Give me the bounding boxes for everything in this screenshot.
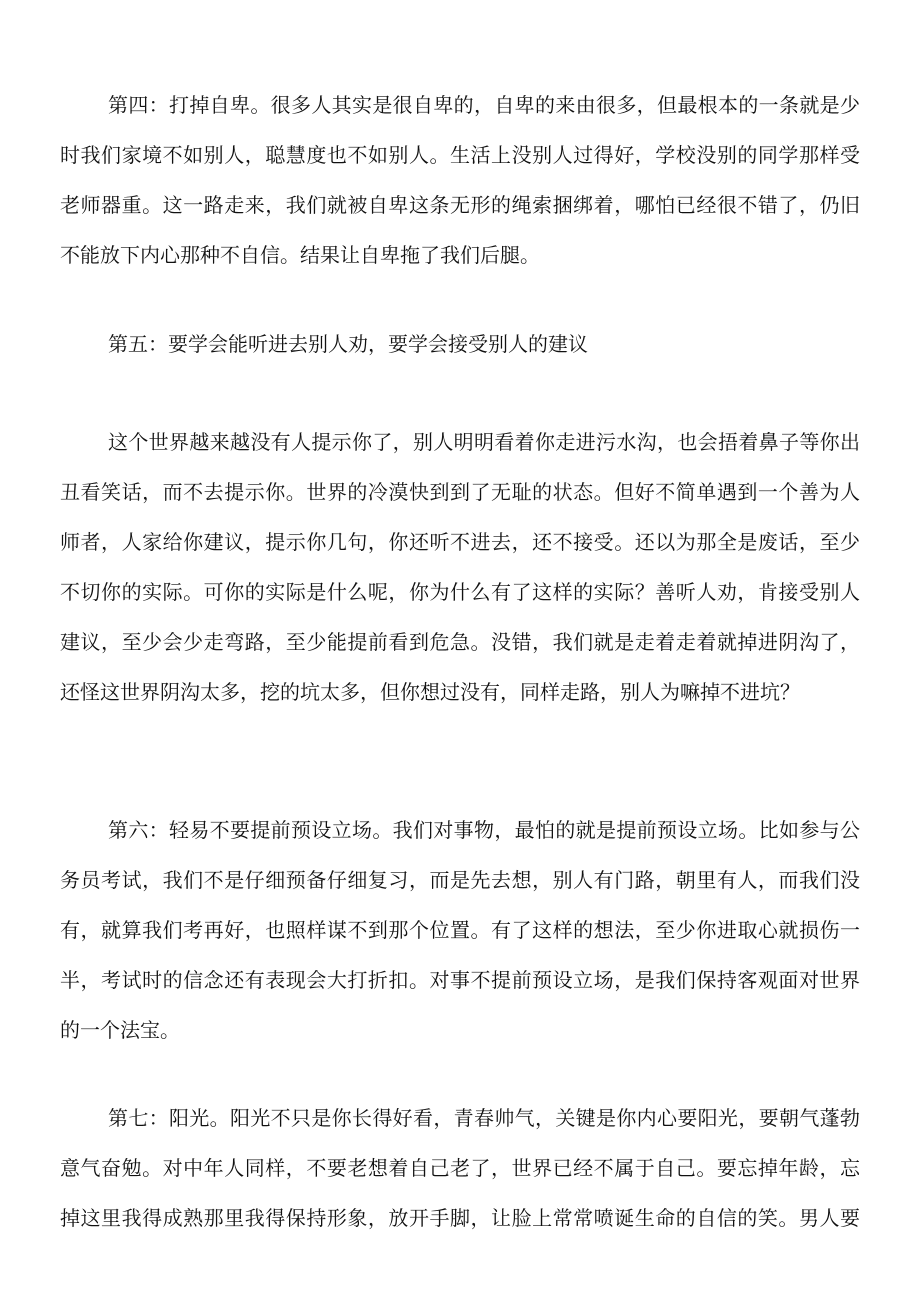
text-line: 掉这里我得成熟那里我得保持形象，放开手脚，让脸上常常喷诞生命的自信的笑。男人要: [60, 1206, 860, 1230]
text-line: 时我们家境不如别人，聪慧度也不如别人。生活上没别人过得好，学校没别的同学那样受: [60, 143, 860, 167]
text-line: 丑看笑话，而不去提示你。世界的冷漠快到到了无耻的状态。但好不简单遇到一个善为人: [60, 480, 860, 504]
text-line: 务员考试，我们不是仔细预备仔细复习，而是先去想，别人有门路，朝里有人，而我们没: [60, 868, 860, 892]
paragraph-fifth-point-body: [60, 417, 860, 717]
text-line: 这个世界越来越没有人提示你了，别人明明看着你走进污水沟，也会捂着鼻子等你出: [108, 430, 860, 454]
paragraph-seventh-point: [60, 1093, 860, 1243]
text-line: 师者，人家给你建议，提示你几句，你还听不进去，还不接受。还以为那全是废话，至少: [60, 530, 860, 554]
text-line: 还怪这世界阴沟太多，挖的坑太多，但你想过没有，同样走路，别人为嘛掉不进坑？: [60, 680, 800, 704]
paragraph-fourth-point: [60, 80, 860, 280]
text-line: 的一个法宝。: [60, 1018, 180, 1042]
text-line: 不能放下内心那种不自信。结果让自卑拖了我们后腿。: [60, 243, 540, 267]
text-line: 老师器重。这一路走来，我们就被自卑这条无形的绳索捆绑着，哪怕已经很不错了，仍旧: [60, 193, 860, 217]
paragraph-fifth-point-heading: [60, 319, 860, 369]
text-line: 建议，至少会少走弯路，至少能提前看到危急。没错，我们就是走着走着就掉进阴沟了，: [60, 630, 860, 654]
text-line: 半，考试时的信念还有表现会大打折扣。对事不提前预设立场，是我们保持客观面对世界: [60, 968, 860, 992]
text-line: 第四：打掉自卑。很多人其实是很自卑的，自卑的来由很多，但最根本的一条就是少: [108, 93, 860, 117]
text-line: 不切你的实际。可你的实际是什么呢，你为什么有了这样的实际？善听人劝，肯接受别人: [60, 580, 860, 604]
text-line: 第五：要学会能听进去别人劝，要学会接受别人的建议: [108, 332, 588, 356]
text-line: 第六：轻易不要提前预设立场。我们对事物，最怕的就是提前预设立场。比如参与公: [108, 818, 860, 842]
text-line: 第七：阳光。阳光不只是你长得好看，青春帅气，关键是你内心要阳光，要朝气蓬勃: [108, 1106, 860, 1130]
text-line: 有，就算我们考再好，也照样谋不到那个位置。有了这样的想法，至少你进取心就损伤一: [60, 918, 860, 942]
text-line: 意气奋勉。对中年人同样，不要老想着自己老了，世界已经不属于自己。要忘掉年龄，忘: [60, 1156, 860, 1180]
paragraph-sixth-point: [60, 805, 860, 1055]
